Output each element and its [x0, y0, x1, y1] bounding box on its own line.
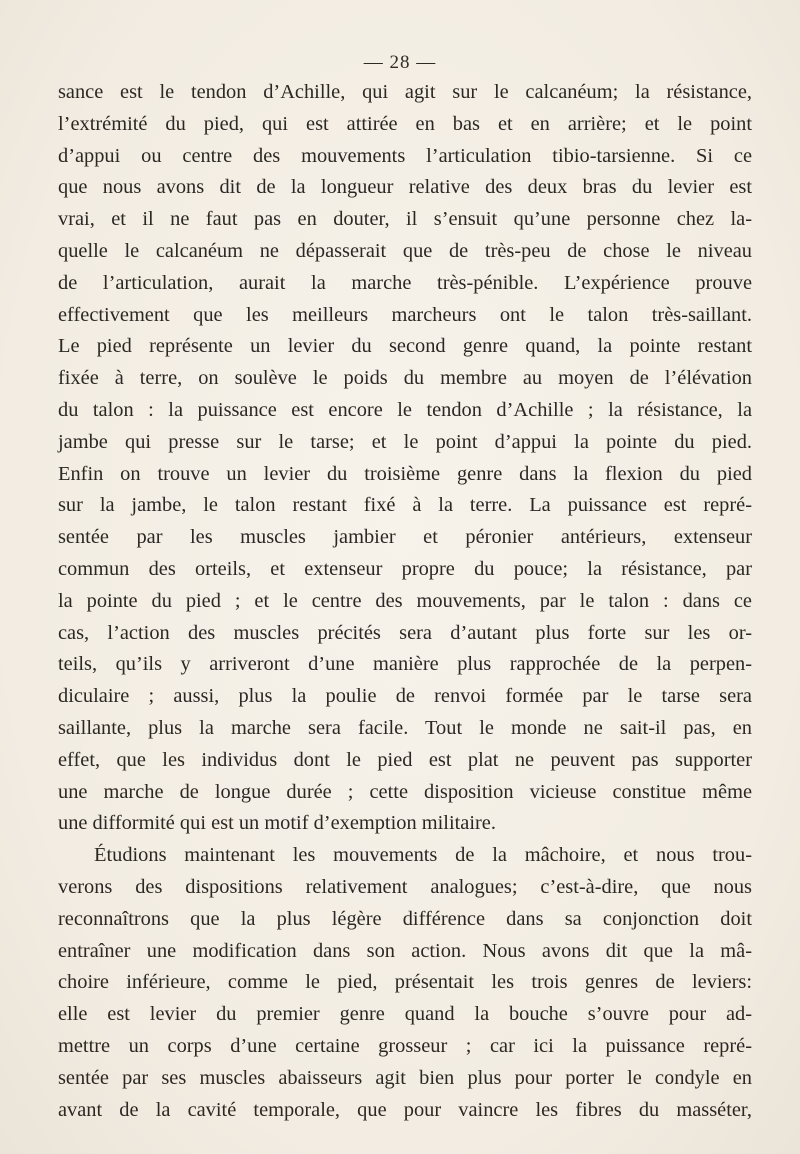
text-line: choire inférieure, comme le pied, présentait les trois genres de leviers:: [58, 971, 752, 994]
text-line: de l’articulation, aurait la marche très-pénible. L’expérience prouve: [58, 271, 752, 294]
text-line: sentée par ses muscles abaisseurs agit bien plus pour porter le condyle en: [58, 1066, 752, 1089]
text-line: commun des orteils, et extenseur propre du pouce; la résistance, par: [58, 557, 752, 580]
text-line: fixée à terre, on soulève le poids du membre au moyen de l’élévation: [58, 367, 752, 390]
text-line: une marche de longue durée ; cette disposition vicieuse constitue même: [58, 780, 752, 803]
body-text: [58, 77, 752, 1126]
page-number: — 28 —: [363, 52, 437, 73]
text-line: vrai, et il ne faut pas en douter, il s’ensuit qu’une personne chez la-: [58, 208, 752, 231]
text-line: verons des dispositions relativement analogues; c’est-à-dire, que nous: [58, 875, 752, 898]
text-line: l’extrémité du pied, qui est attirée en bas et en arrière; et le point: [58, 112, 752, 135]
text-line: d’appui ou centre des mouvements l’articulation tibio-tarsienne. Si ce: [58, 144, 752, 167]
text-line: sance est le tendon d’Achille, qui agit sur le calcanéum; la résistance,: [58, 81, 752, 103]
text-line: la pointe du pied ; et le centre des mouvements, par le talon : dans ce: [58, 589, 752, 612]
text-line: effet, que les individus dont le pied est plat ne peuvent pas supporter: [58, 748, 752, 771]
paragraph: [58, 840, 752, 1126]
text-line: Étudions maintenant les mouvements de la mâchoire, et nous trou-: [94, 844, 752, 867]
text-line: cas, l’action des muscles précités sera d’autant plus forte sur les or-: [58, 621, 752, 644]
text-line: que nous avons dit de la longueur relative des deux bras du levier est: [58, 176, 752, 199]
text-line: reconnaîtrons que la plus légère différence dans sa conjonction doit: [58, 907, 752, 930]
text-line: jambe qui presse sur le tarse; et le point d’appui la pointe du pied.: [58, 430, 752, 453]
text-line: teils, qu’ils y arriveront d’une manière plus rapprochée de la perpen-: [58, 653, 752, 676]
text-line: entraîner une modification dans son action. Nous avons dit que la mâ-: [58, 939, 752, 962]
text-line: quelle le calcanéum ne dépasserait que de très-peu de chose le niveau: [58, 239, 752, 262]
text-line: Le pied représente un levier du second genre quand, la pointe restant: [58, 335, 752, 358]
text-line: sur la jambe, le talon restant fixé à la terre. La puissance est repré-: [58, 494, 752, 517]
text-line: mettre un corps d’une certaine grosseur ; car ici la puissance repré-: [58, 1034, 752, 1057]
text-line: sentée par les muscles jambier et péronier antérieurs, extenseur: [58, 526, 752, 549]
text-line: Enfin on trouve un levier du troisième genre dans la flexion du pied: [58, 462, 752, 485]
text-line: effectivement que les meilleurs marcheurs ont le talon très-saillant.: [58, 303, 752, 326]
text-line: du talon : la puissance est encore le tendon d’Achille ; la résistance, la: [58, 398, 752, 421]
paragraph: [58, 77, 752, 840]
text-line: diculaire ; aussi, plus la poulie de renvoi formée par le tarse sera: [58, 685, 752, 708]
text-line: avant de la cavité temporale, que pour vaincre les fibres du masséter,: [58, 1098, 752, 1121]
text-line: une difformité qui est un motif d’exemption militaire.: [58, 812, 496, 835]
text-line: elle est levier du premier genre quand la bouche s’ouvre pour ad-: [58, 1003, 752, 1026]
text-line: saillante, plus la marche sera facile. Tout le monde ne sait-il pas, en: [58, 716, 752, 739]
